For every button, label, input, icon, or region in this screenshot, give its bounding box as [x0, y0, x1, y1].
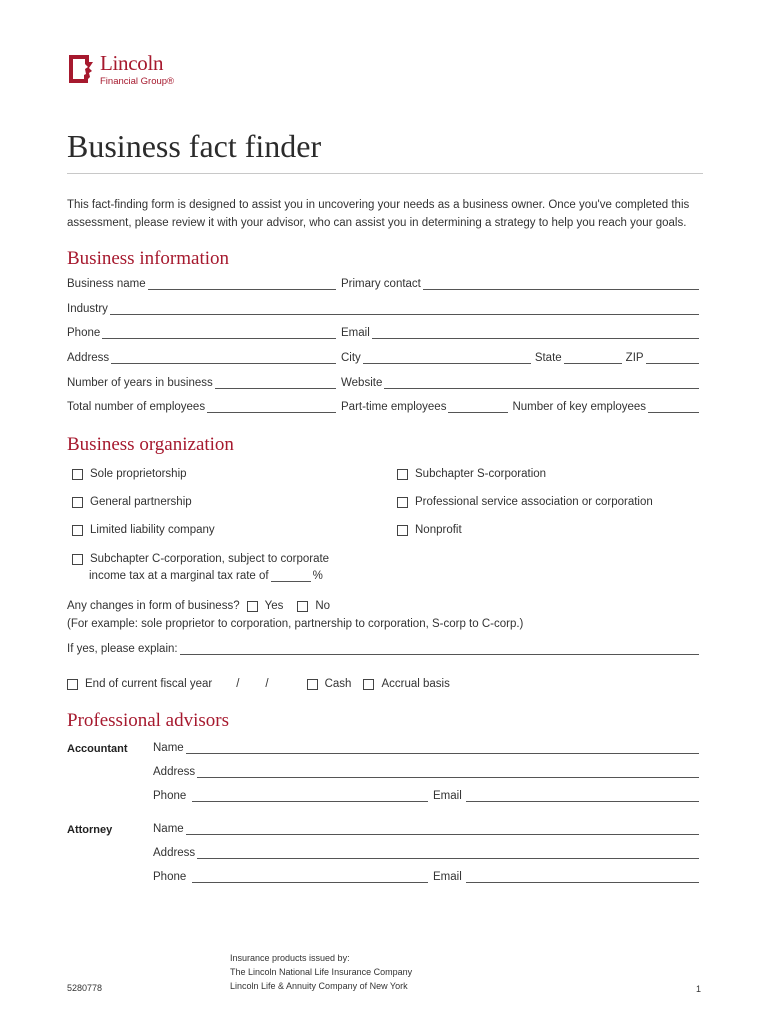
yes-checkbox-icon[interactable]: [247, 601, 258, 612]
accountant-address-label: Address: [153, 766, 196, 778]
form-number: 5280778: [67, 983, 103, 993]
section-heading-professional-advisors: Professional advisors: [67, 710, 230, 731]
accountant-address-field[interactable]: [153, 766, 699, 778]
professional-service-label: Professional service association or corporation: [415, 496, 653, 508]
explain-line[interactable]: [180, 644, 699, 655]
attorney-email-field[interactable]: [433, 871, 699, 883]
marginal-tax-rate-field[interactable]: [89, 570, 323, 582]
issuer-block: [230, 951, 412, 993]
no-label: No: [315, 600, 331, 612]
form-change-label: Any changes in form of business?: [67, 600, 240, 612]
accountant-phone-line[interactable]: [192, 791, 428, 802]
llc-checkbox[interactable]: [72, 524, 215, 536]
zip-label: ZIP: [625, 352, 644, 364]
attorney-name-field[interactable]: [153, 823, 699, 835]
part-time-employees-label: Part-time employees: [341, 401, 447, 413]
date-separator: /: [236, 678, 240, 690]
website-line[interactable]: [384, 378, 699, 389]
explain-label: If yes, please explain:: [67, 643, 178, 655]
attorney-address-label: Address: [153, 847, 196, 859]
email-label: Email: [341, 327, 370, 339]
fiscal-month-line[interactable]: [212, 680, 236, 690]
website-field[interactable]: [341, 377, 699, 389]
accountant-label: Accountant: [67, 743, 128, 755]
years-in-business-line[interactable]: [215, 378, 336, 389]
accrual-label: Accrual basis: [381, 678, 450, 690]
professional-service-checkbox[interactable]: [397, 496, 653, 508]
primary-contact-field[interactable]: [341, 278, 699, 290]
yes-label: Yes: [264, 600, 284, 612]
nonprofit-label: Nonprofit: [415, 524, 462, 536]
attorney-name-label: Name: [153, 823, 184, 835]
accountant-name-field[interactable]: [153, 742, 699, 754]
accountant-name-label: Name: [153, 742, 184, 754]
date-separator: /: [265, 678, 269, 690]
fiscal-day-line[interactable]: [239, 680, 265, 690]
form-change-example: (For example: sole proprietor to corporation, partnership to corporation, S-corp to C-corp.): [67, 618, 524, 630]
state-label: State: [534, 352, 562, 364]
zip-line[interactable]: [646, 353, 699, 364]
checkbox-icon[interactable]: [72, 497, 83, 508]
total-employees-line[interactable]: [207, 402, 336, 413]
percent-sign: %: [312, 570, 323, 582]
total-employees-field[interactable]: [67, 401, 336, 413]
c-corporation-label: Subchapter C-corporation, subject to corporate: [90, 553, 330, 565]
total-employees-label: Total number of employees: [67, 401, 206, 413]
years-in-business-field[interactable]: [67, 377, 336, 389]
attorney-name-line[interactable]: [186, 824, 699, 835]
address-label: Address: [67, 352, 110, 364]
accountant-phone-field[interactable]: [153, 790, 428, 802]
email-field[interactable]: [341, 327, 699, 339]
page-number: 1: [696, 984, 702, 994]
accountant-email-line[interactable]: [466, 791, 699, 802]
attorney-address-line[interactable]: [197, 848, 699, 859]
accountant-address-line[interactable]: [197, 767, 699, 778]
industry-label: Industry: [67, 303, 108, 315]
general-partnership-label: General partnership: [90, 496, 192, 508]
intro-paragraph: This fact-finding form is designed to assist you in uncovering your needs as a business owner. Once you've completed this assessment, please review it with your advisor, who can assist you in determining a strategy to help you reach your goals.: [67, 199, 690, 229]
cash-label: Cash: [324, 678, 352, 690]
no-checkbox-icon[interactable]: [297, 601, 308, 612]
llc-label: Limited liability company: [90, 524, 215, 536]
employees-breakdown-field[interactable]: [341, 401, 699, 413]
city-line[interactable]: [363, 353, 531, 364]
attorney-phone-label: Phone: [153, 871, 187, 883]
attorney-phone-line[interactable]: [192, 872, 428, 883]
general-partnership-checkbox[interactable]: [72, 496, 192, 508]
checkbox-icon[interactable]: [397, 525, 408, 536]
checkbox-icon[interactable]: [397, 497, 408, 508]
explain-field[interactable]: [67, 643, 699, 655]
lincoln-logo: [67, 52, 187, 92]
marginal-tax-rate-line[interactable]: [271, 571, 311, 582]
phone-line[interactable]: [102, 328, 336, 339]
issuer-company-1: The Lincoln National Life Insurance Company: [230, 967, 413, 977]
section-heading-business-organization: Business organization: [67, 434, 234, 455]
state-line[interactable]: [564, 353, 622, 364]
accountant-email-field[interactable]: [433, 790, 699, 802]
key-employees-label: Number of key employees: [512, 401, 647, 413]
logo-subtitle: Financial Group®: [100, 76, 175, 87]
attorney-phone-field[interactable]: [153, 871, 428, 883]
lincoln-profile-icon: [67, 52, 97, 86]
attorney-label: Attorney: [67, 824, 113, 836]
checkbox-icon[interactable]: [72, 525, 83, 536]
issuer-company-2: Lincoln Life & Annuity Company of New York: [230, 981, 408, 991]
accrual-checkbox-icon[interactable]: [363, 679, 374, 690]
website-label: Website: [341, 377, 383, 389]
address-line[interactable]: [111, 353, 336, 364]
business-name-field[interactable]: [67, 278, 336, 290]
primary-contact-line[interactable]: [423, 279, 699, 290]
fiscal-year-row: [67, 678, 450, 690]
attorney-email-label: Email: [433, 871, 462, 883]
checkbox-icon[interactable]: [397, 469, 408, 480]
fiscal-year-line[interactable]: [269, 680, 295, 690]
business-name-label: Business name: [67, 278, 146, 290]
fiscal-year-label: End of current fiscal year: [85, 678, 213, 690]
accountant-phone-label: Phone: [153, 790, 187, 802]
years-in-business-label: Number of years in business: [67, 377, 213, 389]
business-name-line[interactable]: [148, 279, 336, 290]
sole-proprietorship-checkbox[interactable]: [72, 468, 187, 480]
checkbox-icon[interactable]: [72, 554, 83, 565]
phone-label: Phone: [67, 327, 101, 339]
attorney-address-field[interactable]: [153, 847, 699, 859]
section-heading-business-information: Business information: [67, 248, 230, 269]
part-time-employees-line[interactable]: [448, 402, 508, 413]
attorney-email-line[interactable]: [466, 872, 699, 883]
sole-proprietorship-label: Sole proprietorship: [90, 468, 187, 480]
accountant-name-line[interactable]: [186, 743, 699, 754]
industry-line[interactable]: [110, 304, 699, 315]
industry-field[interactable]: [67, 303, 699, 315]
city-state-zip-field[interactable]: [341, 352, 699, 364]
title-divider: [67, 173, 703, 174]
phone-field[interactable]: [67, 327, 336, 339]
s-corporation-checkbox[interactable]: [397, 468, 546, 480]
nonprofit-checkbox[interactable]: [397, 524, 462, 536]
fiscal-year-checkbox-icon[interactable]: [67, 679, 78, 690]
email-line[interactable]: [372, 328, 699, 339]
issuer-intro: Insurance products issued by:: [230, 953, 350, 963]
form-change-question: [67, 600, 330, 612]
s-corporation-label: Subchapter S-corporation: [415, 468, 547, 480]
accountant-email-label: Email: [433, 790, 462, 802]
marginal-tax-rate-label: income tax at a marginal tax rate of: [89, 570, 269, 582]
primary-contact-label: Primary contact: [341, 278, 421, 290]
c-corporation-checkbox[interactable]: [72, 553, 329, 565]
checkbox-icon[interactable]: [72, 469, 83, 480]
cash-checkbox-icon[interactable]: [307, 679, 318, 690]
city-label: City: [341, 352, 361, 364]
key-employees-line[interactable]: [648, 402, 699, 413]
address-field[interactable]: [67, 352, 336, 364]
page-title: Business fact finder: [67, 128, 322, 164]
logo-name: Lincoln: [100, 51, 164, 75]
